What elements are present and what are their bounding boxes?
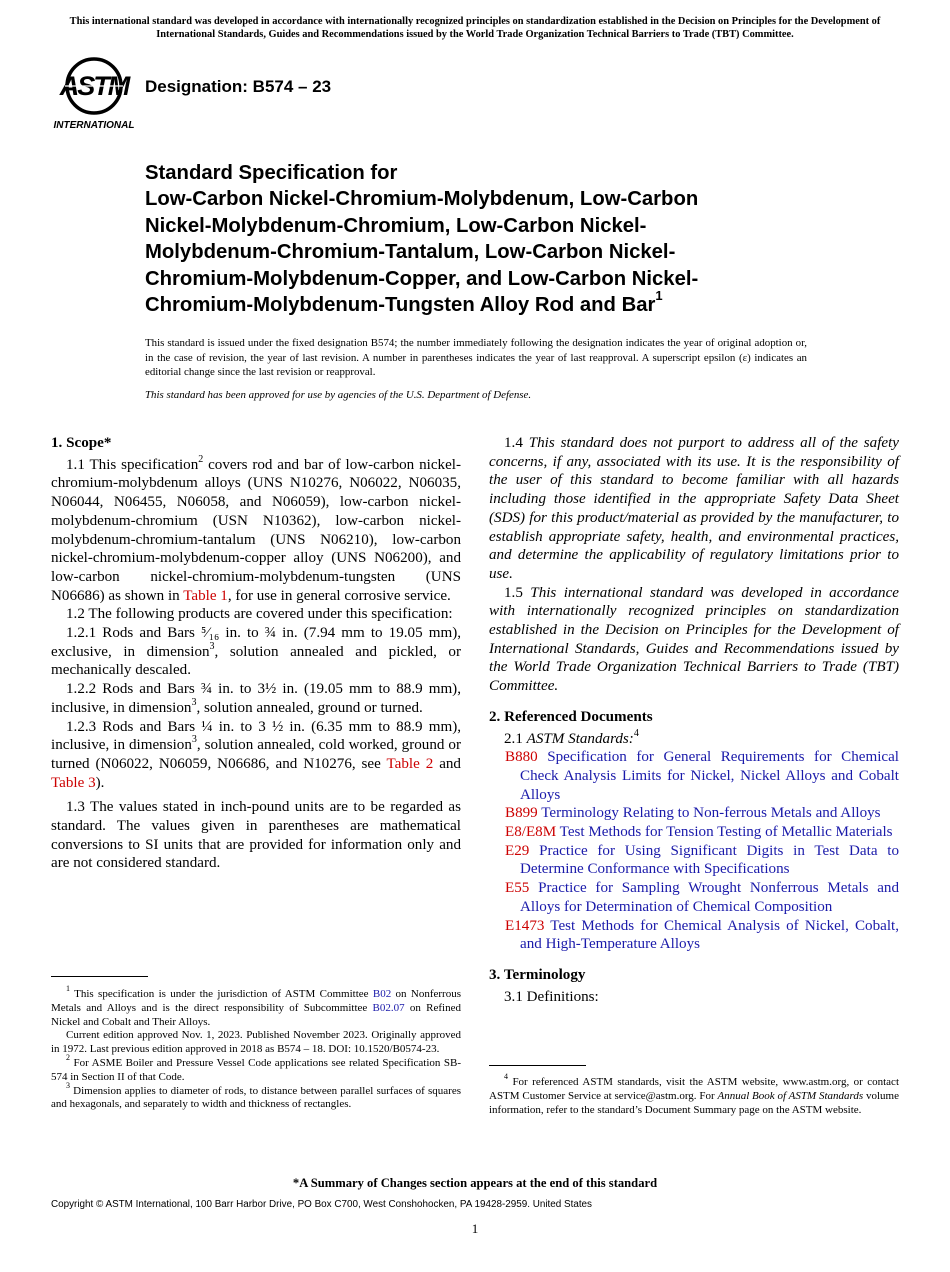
standard-title-link[interactable]: Practice for Using Significant Digits in Test Data to Determine Conformance with Specifications: [520, 842, 899, 878]
referenced-standards-list: [489, 748, 899, 954]
tbt-notice: This international standard was developed in accordance with internationally recognized principles on standardization established in the Decision on Principles for the Development of International Standards, Guides and Recommendations issued by the World Trade Organization Technical Barriers to Trade (TBT) Committee.: [69, 16, 881, 40]
referenced-standard-item: [489, 748, 899, 804]
standard-code-link[interactable]: E8/E8M: [505, 824, 557, 841]
paragraph-2-1: 2.1 ASTM Standards:$^4$: [504, 727, 639, 747]
footnote-divider: [489, 1065, 586, 1066]
standard-code-link[interactable]: E55: [505, 880, 530, 897]
standard-title-link[interactable]: Terminology Relating to Non-ferrous Metals and Alloys: [537, 805, 881, 822]
section-heading-scope: 1. Scope*: [51, 435, 112, 451]
astm-logo-icon: [52, 56, 136, 132]
referenced-standard-item: [489, 823, 899, 842]
dod-approval-note: This standard has been approved for use by agencies of the U.S. Department of Defense.: [145, 389, 532, 401]
copyright-line: Copyright © ASTM International, 100 Barr Harbor Drive, PO Box C700, West Conshohocken, PA 19428-2959. United States: [51, 1199, 592, 1210]
paragraph-1-2-1: 1.2.1 Rods and Bars ⁵⁄₁₆ in. to ¾ in. (7.94 mm to 19.05 mm), exclusive, in dimension$^3$, solution annealed and pickled, or mechanically descaled.: [51, 625, 462, 679]
footnote-divider: [51, 976, 148, 977]
referenced-standard-item: [489, 879, 899, 916]
standard-code-link[interactable]: B880: [505, 749, 538, 766]
referenced-standard-item: [489, 842, 899, 879]
standard-title-link[interactable]: Practice for Sampling Wrought Nonferrous Metals and Alloys for Determination of Chemical Composition: [520, 880, 899, 915]
standard-title-link[interactable]: Test Methods for Tension Testing of Metallic Materials: [556, 824, 893, 841]
page-number: 1: [471, 1221, 479, 1236]
paragraph-1-1: 1.1 This specification$^2$ covers rod and bar of low-carbon nickel-chromium-molybdenum alloys (UNS N10276, N06022, N06035, N06044, N06455, N06058, and N06059), low-carbon nickel-molybdenum-chromium (USN N10362), low-carbon nickel-molybdenum-chromium-tantalum (UNS N06210), low-carbon nickel-chromium-molybdenum-copper alloy (UNS N06200), and low-carbon nickel-chromium-molybdenum-tungsten (UNS N06686) as shown in Table 1, for use in general corrosive service.: [51, 453, 461, 604]
standard-code-link[interactable]: E29: [505, 842, 530, 859]
footnotes-left: [51, 984, 461, 1112]
table-2-link[interactable]: Table 2: [386, 755, 434, 772]
section-heading-referenced-documents: 2. Referenced Documents: [489, 708, 653, 725]
paragraph-3-1: 3.1 Definitions:: [504, 988, 599, 1005]
paragraph-1-3: 1.3 The values stated in inch-pound units are to be regarded as standard. The values given in parentheses are mathematical conversions to SI units that are provided for information only and are not considered standard.: [51, 799, 461, 872]
standard-title-link[interactable]: Specification for General Requirements for Chemical Check Analysis Limits for Nickel, Nickel Alloys and Cobalt Alloys: [520, 749, 899, 803]
subcommittee-b02-07-link[interactable]: B02.07: [372, 1001, 405, 1014]
committee-b02-link[interactable]: B02: [372, 988, 392, 1000]
paragraph-1-5: 1.5 This international standard was developed in accordance with internationally recognized principles on standardization established in the Decision on Principles for the Development of International Standards, Guides and Recommendations issued by the World Trade Organization Technical Barriers to Trade (TBT) Committee.: [489, 584, 900, 695]
table-3-link[interactable]: Table 3: [51, 774, 96, 791]
paragraph-1-2-3: 1.2.3 Rods and Bars ¼ in. to 3 ½ in. (6.35 mm to 88.9 mm), inclusive, in dimension$^3$, solution annealed, cold worked, ground or turned (N06022, N06059, N06686, and N10276, see Table 2 and Table 3).: [51, 718, 461, 791]
summary-of-changes-note: *A Summary of Changes section appears at the end of this standard: [292, 1176, 658, 1190]
standard-title-link[interactable]: Test Methods for Chemical Analysis of Nickel, Cobalt, and High-Temperature Alloys: [520, 917, 899, 953]
svg-text:ASTM: ASTM: [59, 71, 129, 101]
footnote-1: $^1$ This specification is under the jurisdiction of ASTM Committee B02 on Nonferrous Metals and Alloys and is the direct responsibility of Subcommittee B02.07 on Refined Nickel and Cobalt and Their Alloys.: [51, 984, 461, 1028]
footnote-3: $^3$ Dimension applies to diameter of rods, to distance between parallel surfaces of squares and hexagonals, and separately to width and thickness of rectangles.: [51, 1080, 461, 1111]
paragraph-1-2-2: 1.2.2 Rods and Bars ¾ in. to 3½ in. (19.05 mm to 88.9 mm), inclusive, in dimension$^3$, solution annealed, ground or turned.: [51, 681, 461, 716]
svg-text:INTERNATIONAL: INTERNATIONAL: [53, 120, 135, 131]
issuance-note: This standard is issued under the fixed designation B574; the number immediately following the designation indicates the year of original adoption or, in the case of revision, the year of last revision. A number in parentheses indicates the year of last reapproval. A superscript epsilon (ε) indicates an editorial change since the last revision or reapproval.: [145, 337, 807, 379]
document-title: Standard Specification for Low-Carbon Nickel-Chromium-Molybdenum, Low-Carbon Nickel-Molybdenum-Chromium, Low-Carbon Nickel- Molybdenum-Chromium-Tantalum, Low-Carbon Nickel- Chromium-Molybdenum-Copper, and Low-Carbon Nickel- Chromium-Molybdenum-Tungsten Alloy Rod and Bar$^1$: [145, 162, 699, 317]
right-column: [489, 434, 899, 1006]
footnote-4: $^4$ For referenced ASTM standards, visit the ASTM website, www.astm.org, or contact ASTM Customer Service at service@astm.org. For Annual Book of ASTM Standards volume information, refer to the standard’s Document Summary page on the ASTM website.: [489, 1072, 899, 1116]
left-column: [51, 434, 461, 873]
footnote-2: $^2$ For ASME Boiler and Pressure Vessel Code applications see related Specification SB-574 in Section II of that Code.: [51, 1053, 461, 1083]
standard-code-link[interactable]: E1473: [505, 917, 545, 934]
footnote-1-edition: Current edition approved Nov. 1, 2023. Published November 2023. Originally approved in 1972. Last previous edition approved in 2018 as B574 – 18. DOI: 10.1520/B0574-23.: [51, 1029, 461, 1056]
designation: Designation: B574 – 23: [145, 77, 332, 96]
standard-code-link[interactable]: B899: [505, 805, 538, 822]
paragraph-1-4: 1.4 This standard does not purport to address all of the safety concerns, if any, associated with its use. It is the responsibility of the user of this standard to become familiar with all hazards including those identified in the appropriate Safety Data Sheet (SDS) for this product/material as provided by the manufacturer, to establish appropriate safety, health, and environmental practices, and determine the applicability of regulatory limitations prior to use.: [489, 435, 900, 582]
table-1-link[interactable]: Table 1: [183, 587, 228, 604]
referenced-standard-item: [489, 917, 899, 954]
referenced-standard-item: [489, 804, 899, 823]
section-heading-terminology: 3. Terminology: [489, 966, 586, 983]
title-footnote-mark: 1: [655, 288, 663, 304]
paragraph-1-2: 1.2 The following products are covered under this specification:: [66, 606, 453, 623]
